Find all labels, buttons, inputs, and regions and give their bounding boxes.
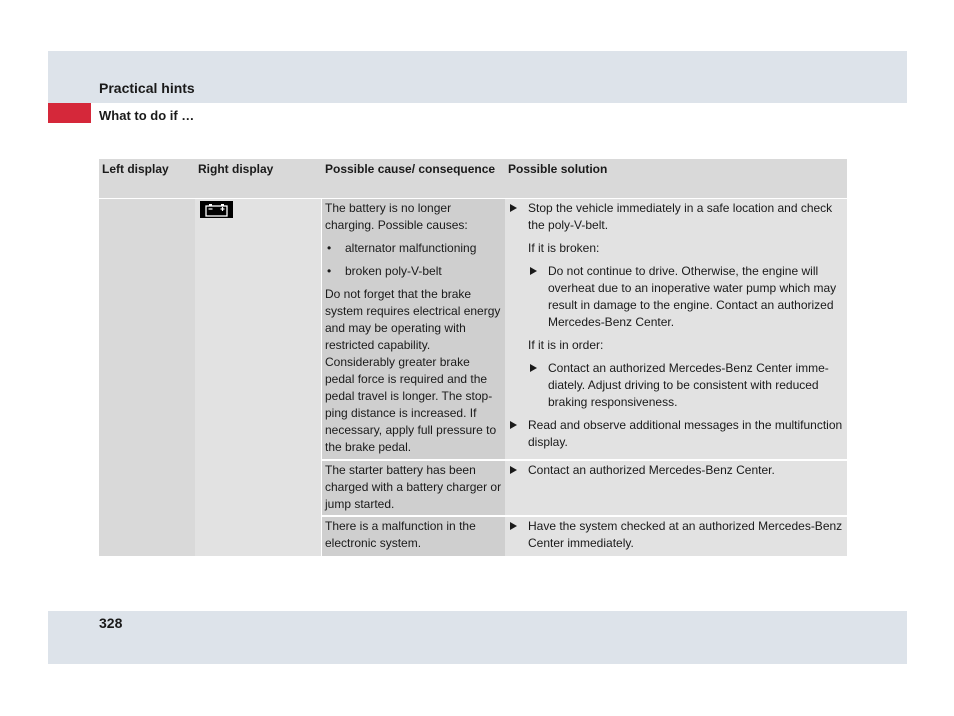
arrow-icon	[510, 466, 517, 474]
column-header-right-display: Right display	[195, 159, 322, 198]
column-header-left-display: Left display	[99, 159, 195, 198]
subsection-title: What to do if …	[99, 108, 195, 123]
arrow-icon	[530, 364, 537, 372]
section-title: Practical hints	[99, 80, 195, 96]
solution-cell	[505, 517, 847, 556]
cause-note: Do not forget that the brake system requires electrical energy and may be operating with restricted capability. Considerably greater brake pedal force is required and the pedal travel is longer. The stop-ping distance is increased. If necessary, apply full pressure to the brake pedal.	[325, 287, 501, 454]
column-header-cause: Possible cause/ consequence	[322, 159, 505, 198]
solution-step: Do not continue to drive. Otherwise, the engine will overheat due to an inoperative water pump which may result in damage to the engine. Contact an authorized Mercedes-Benz Center.	[528, 263, 844, 331]
arrow-icon	[530, 267, 537, 275]
arrow-icon	[510, 204, 517, 212]
footer-band	[48, 611, 907, 664]
solution-step: Contact an authorized Mercedes-Benz Center.	[508, 462, 844, 479]
cause-cell	[322, 517, 505, 556]
battery-warning-icon	[200, 201, 233, 218]
section-marker	[48, 103, 91, 123]
solution-step: Have the system checked at an authorized Mercedes-Benz Center immediately.	[508, 518, 844, 552]
cause-bullet: • broken poly-V-belt	[325, 263, 502, 280]
cause-cell	[322, 199, 505, 459]
solution-step: Stop the vehicle immediately in a safe location and check the poly-V-belt.	[508, 200, 844, 234]
solution-cell	[505, 461, 847, 515]
solution-step: Contact an authorized Mercedes-Benz Center imme-diately. Adjust driving to be consistent with reduced braking responsiveness.	[528, 360, 844, 411]
condition-text: If it is broken:	[528, 241, 600, 255]
cause-text: The starter battery has been charged with a battery charger or jump started.	[325, 463, 502, 511]
column-header-solution: Possible solution	[505, 159, 847, 198]
right-display-cell	[195, 199, 321, 556]
solution-cell	[505, 199, 847, 459]
arrow-icon	[510, 421, 517, 429]
cause-text: There is a malfunction in the electronic system.	[325, 519, 476, 550]
cause-text: The battery is no longer charging. Possible causes:	[325, 201, 468, 232]
cause-cell	[322, 461, 505, 515]
cause-bullet: • alternator malfunctioning	[325, 240, 502, 257]
left-display-cell	[99, 199, 195, 556]
troubleshooting-table	[99, 159, 847, 556]
solution-step: Read and observe additional messages in the multifunction display.	[508, 417, 844, 451]
condition-text: If it is in order:	[528, 338, 604, 352]
arrow-icon	[510, 522, 517, 530]
page-number: 328	[99, 615, 123, 631]
